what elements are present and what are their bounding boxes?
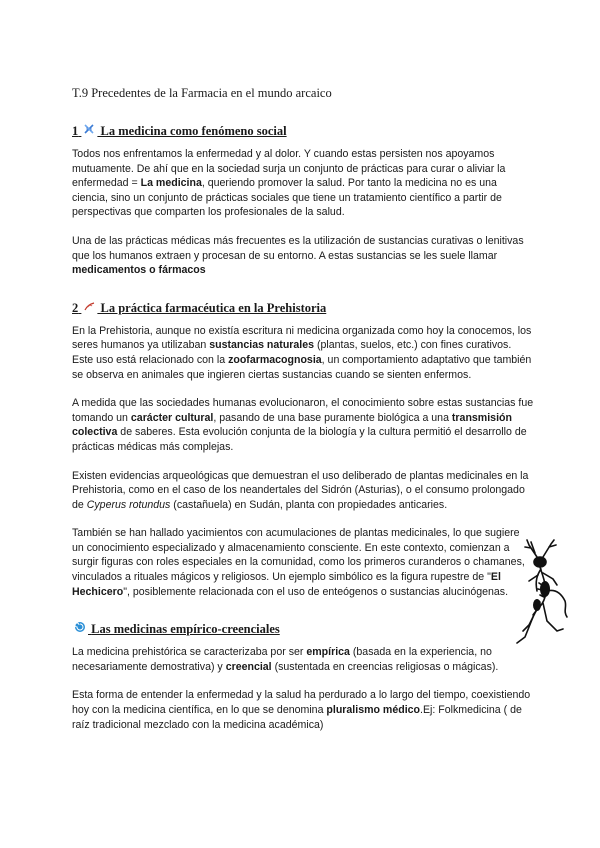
section-heading-social (72, 123, 534, 139)
spiral-icon (74, 621, 86, 636)
paragraph: Existen evidencias arqueológicas que demuestran el uso deliberado de plantas medicinales en la Prehistoria, como en el caso de los neandertales del Sidrón (Asturias), o el consumo prolongado de Cyperus rotundus (castañuela) en Sudán, planta con propiedades anticaries. (72, 469, 529, 511)
paragraph: Todos nos enfrentamos la enfermedad y al dolor. Y cuando estas persisten nos apoyamos mutuamente. De ahí que en la sociedad surja un conjunto de prácticas para curar o aliviar la enfermedad = La medicina, queriendo promover la salud. Por tanto la medicina no es una ciencia, sino un conjunto de prácticas sociales que tiene un tratamiento científico a partir de perspectivas que comparten los profesionales de la salud. (72, 148, 506, 219)
section-heading-text: La medicina como fenómeno social (100, 124, 287, 138)
section-number: 1 (72, 124, 79, 138)
section-heading-text: Las medicinas empírico-creenciales (91, 622, 280, 637)
paragraph: A medida que las sociedades humanas evolucionaron, el conocimiento sobre estas sustancias fue tomando un carácter cultural, pasando de una base puramente biológica a una transmisión colectiva de saberes. Esta evolución conjunta de la biología y la cultura permitió el desarrollo de prácticas médicas más complejas. (72, 397, 534, 453)
section-number: 2 (72, 300, 79, 315)
section-heading-prehistory (72, 300, 534, 316)
sorcerer-figure-image (507, 539, 573, 649)
paragraph: En la Prehistoria, aunque no existía escritura ni medicina organizada como hoy la conocemos, los seres humanos ya utilizaban sustancias naturales (plantas, suelos, etc.) con fines curativos. Este uso está relacionado con la zoofarmacognosia, un comportamiento adaptativo que también se observa en animales que ingieren ciertas sustancias cuando se sienten enfermos. (72, 324, 532, 381)
herb-icon (83, 300, 95, 315)
section-heading-empirical (72, 621, 534, 637)
paragraph: Una de las prácticas médicas más frecuentes es la utilización de sustancias curativas o lenitivas que los humanos extraen y procesan de su entorno. A estas sustancias se les suele llamar medicamentos o fármacos (72, 234, 524, 277)
dna-icon (83, 123, 95, 138)
document-title: T.9 Precedentes de la Farmacia en el mundo arcaico (72, 86, 332, 100)
document-page (72, 86, 534, 746)
section-heading-text: La práctica farmacéutica en la Prehistoria (100, 300, 327, 315)
paragraph: La medicina prehistórica se caracterizaba por ser empírica (basada en la experiencia, no necesariamente demostrativa) y creencial (sustentada en creencias religiosas o mágicas). (72, 646, 499, 673)
paragraph: También se han hallado yacimientos con acumulaciones de plantas medicinales, lo que sugiere un conocimiento especializado y almacenamiento consciente. En este contexto, comienzan a surgir figuras con roles especiales en la comunidad, como los primeros curanderos o chamanes, vinculados a rituales mágicos y religiosos. Un ejemplo simbólico es la figura rupestre de "El Hechicero", posiblemente relacionada con el uso de enteógenos o sustancias alucinógenas. (72, 527, 525, 598)
paragraph: Esta forma de entender la enfermedad y la salud ha perdurado a lo largo del tiempo, coexistiendo hoy con la medicina científica, en lo que se denomina pluralismo médico.Ej: Folkmedicina ( de raíz tradicional mezclado con la medicina académica) (72, 689, 531, 731)
